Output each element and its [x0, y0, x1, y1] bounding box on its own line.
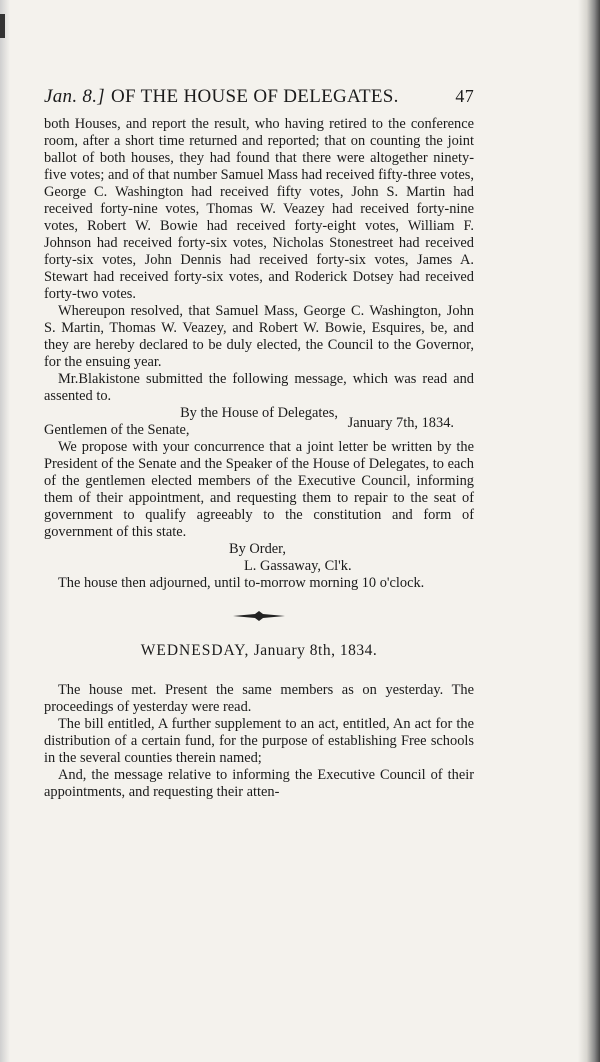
body-text: [44, 116, 474, 801]
paragraph-message-intro: Mr.Blakistone submitted the following message, which was read and assented to.: [44, 371, 474, 404]
day-name: WEDNESDAY,: [140, 642, 250, 659]
header-date: Jan. 8.]: [44, 86, 105, 107]
paragraph-election-result: both Houses, and report the result, who having retired to the conference room, after a short time returned and reported; that on counting the joint ballot of both houses, they had found that there were altogether ninety-five votes; and of that number Samuel Mass had received fifty-three votes, George C. Washington had received fifty votes, John S. Martin had received forty-nine votes, Thomas W. Veazey had received forty-nine votes, Robert W. Bowie had received forty-eight votes, William F. Johnson had received forty-six votes, Nicholas Stonestreet had received forty-six votes, John Dennis had received forty-six votes, James A. Stewart had received forty-six votes, and Roderick Dotsey had received forty-two votes.: [44, 116, 474, 302]
book-page: [44, 86, 474, 801]
header-title: OF THE HOUSE OF DELEGATES.: [110, 86, 399, 107]
paragraph-house-met: The house met. Present the same members as on yesterday. The proceedings of yesterday were read.: [44, 682, 474, 715]
binding-mark: [0, 14, 5, 38]
message-salutation: Gentlemen of the Senate,: [44, 422, 190, 438]
day-heading: [44, 642, 474, 660]
message-clerk-signature: L. Gassaway, Cl'k.: [244, 558, 352, 574]
message-date: January 7th, 1834.: [347, 415, 454, 431]
paragraph-bill-entitled: The bill entitled, A further supplement to an act, entitled, An act for the distribution of a certain fund, for the purpose of establishing Free schools in the several counties therein named;: [44, 716, 474, 766]
page-gutter-shadow: [578, 0, 600, 1062]
paragraph-message-relative: And, the message relative to informing the Executive Council of their appointments, and requesting their atten-: [44, 767, 474, 800]
day-date: January 8th, 1834.: [253, 642, 378, 659]
paragraph-adjourned: The house then adjourned, until to-morrow morning 10 o'clock.: [58, 575, 425, 591]
section-divider-ornament: [44, 610, 474, 622]
message-by-line: By the House of Delegates,: [180, 405, 338, 421]
page-number: 47: [455, 86, 474, 106]
running-header: [44, 86, 474, 108]
message-salutation-row: [44, 415, 474, 439]
paragraph-resolution: Whereupon resolved, that Samuel Mass, George C. Washington, John S. Martin, Thomas W. Veazey, and Robert W. Bowie, Esquires, be, and they are hereby declared to be duly elected, the Council to the Governor, for the ensuing year.: [44, 303, 474, 370]
page-left-edge: [0, 0, 10, 1062]
message-body: We propose with your concurrence that a joint letter be written by the President of the Senate and the Speaker of the House of Delegates, to each of the gentlemen elected members of the Executive Council, informing them of their appointment, and requesting them to repair to the seat of government to qualify agreeably to the constitution and form of government of this state.: [44, 439, 474, 540]
message-by-order: By Order,: [229, 541, 286, 557]
